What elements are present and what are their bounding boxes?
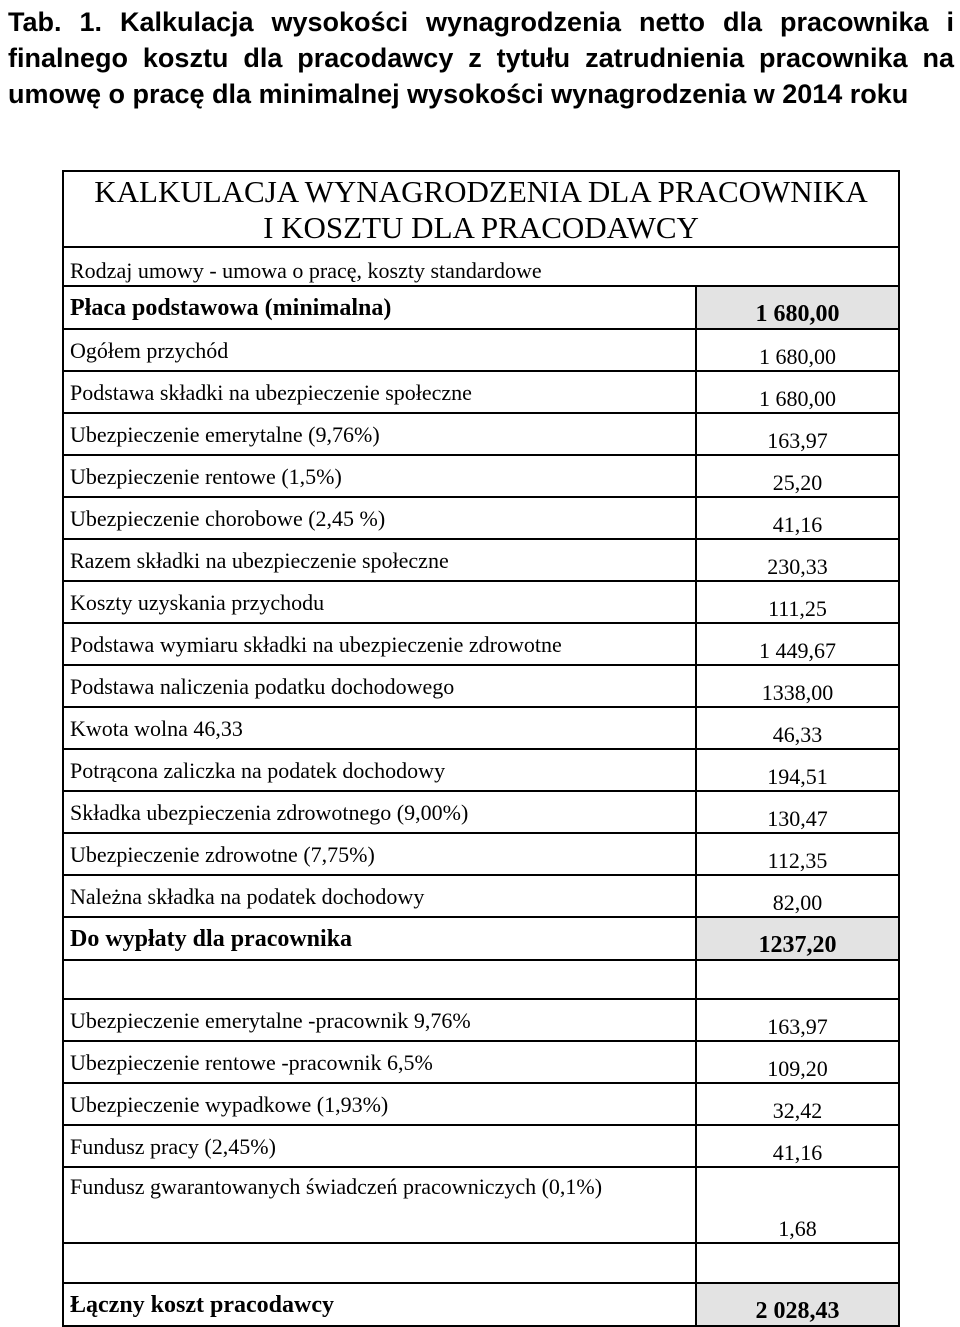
row-value: 82,00 (696, 875, 899, 917)
row-label: Podstawa składki na ubezpieczenie społeczne (63, 371, 696, 413)
row-value: 1,68 (696, 1167, 899, 1243)
total-cost-row (63, 1283, 899, 1326)
row-label: Kwota wolna 46,33 (63, 707, 696, 749)
row-value: 194,51 (696, 749, 899, 791)
table-row (63, 329, 899, 371)
row-label: Należna składka na podatek dochodowy (63, 875, 696, 917)
table-header (63, 171, 899, 247)
row-label: Łączny koszt pracodawcy (63, 1283, 696, 1326)
row-value: 130,47 (696, 791, 899, 833)
row-value: 230,33 (696, 539, 899, 581)
table-row (63, 1125, 899, 1167)
table-row (63, 497, 899, 539)
row-value: 32,42 (696, 1083, 899, 1125)
row-value: 1 680,00 (696, 371, 899, 413)
row-value: 41,16 (696, 497, 899, 539)
row-label: Ubezpieczenie wypadkowe (1,93%) (63, 1083, 696, 1125)
row-label: Koszty uzyskania przychodu (63, 581, 696, 623)
table-row (63, 749, 899, 791)
table-row (63, 791, 899, 833)
row-label: Razem składki na ubezpieczenie społeczne (63, 539, 696, 581)
table-header-line-1: KALKULACJA WYNAGRODZENIA DLA PRACOWNIKA (94, 174, 868, 209)
row-label: Ogółem przychód (63, 329, 696, 371)
row-label: Płaca podstawowa (minimalna) (63, 286, 696, 329)
table-row (63, 1083, 899, 1125)
row-label: Ubezpieczenie rentowe -pracownik 6,5% (63, 1041, 696, 1083)
table-header-line-2: I KOSZTU DLA PRACODAWCY (263, 210, 699, 245)
empty-row (63, 960, 899, 999)
row-label: Potrącona zaliczka na podatek dochodowy (63, 749, 696, 791)
row-label: Do wypłaty dla pracownika (63, 917, 696, 960)
net-pay-row (63, 917, 899, 960)
empty-row (63, 1243, 899, 1283)
table-row (63, 833, 899, 875)
row-label: Ubezpieczenie emerytalne (9,76%) (63, 413, 696, 455)
row-label: Składka ubezpieczenia zdrowotnego (9,00%) (63, 791, 696, 833)
row-label: Podstawa naliczenia podatku dochodowego (63, 665, 696, 707)
row-value: 163,97 (696, 999, 899, 1041)
table-row (63, 875, 899, 917)
row-value: 41,16 (696, 1125, 899, 1167)
table-row (63, 1041, 899, 1083)
table-row (63, 581, 899, 623)
row-value: 1237,20 (696, 917, 899, 960)
row-label: Ubezpieczenie zdrowotne (7,75%) (63, 833, 696, 875)
table-caption: Tab. 1. Kalkulacja wysokości wynagrodzenia netto dla pracownika i finalnego kosztu dla pracodawcy z tytułu zatrudnienia pracownika na umowę o pracę dla minimalnej wysokości wynagrodzenia w 2014 roku (8, 7, 954, 109)
row-value: 111,25 (696, 581, 899, 623)
row-value: 25,20 (696, 455, 899, 497)
row-value: 46,33 (696, 707, 899, 749)
row-value: 2 028,43 (696, 1283, 899, 1326)
table-row (63, 371, 899, 413)
row-value: 1 680,00 (696, 286, 899, 329)
row-value: 112,35 (696, 833, 899, 875)
table-row (63, 665, 899, 707)
table-row (63, 413, 899, 455)
table-row (63, 999, 899, 1041)
row-label: Podstawa wymiaru składki na ubezpieczenie zdrowotne (63, 623, 696, 665)
row-value: 163,97 (696, 413, 899, 455)
salary-calculation-table (62, 170, 900, 1327)
table-row (63, 1167, 899, 1243)
row-label: Ubezpieczenie emerytalne -pracownik 9,76% (63, 999, 696, 1041)
row-value: 1 449,67 (696, 623, 899, 665)
row-label: Ubezpieczenie rentowe (1,5%) (63, 455, 696, 497)
row-value: 1338,00 (696, 665, 899, 707)
table-row (63, 286, 899, 329)
row-value: 109,20 (696, 1041, 899, 1083)
contract-type-row: Rodzaj umowy - umowa o pracę, koszty standardowe (63, 247, 899, 286)
row-label: Ubezpieczenie chorobowe (2,45 %) (63, 497, 696, 539)
row-label: Fundusz pracy (2,45%) (63, 1125, 696, 1167)
table-row (63, 623, 899, 665)
table-row (63, 707, 899, 749)
table-row (63, 539, 899, 581)
table-row (63, 455, 899, 497)
row-value: 1 680,00 (696, 329, 899, 371)
row-label: Fundusz gwarantowanych świadczeń pracowniczych (0,1%) (63, 1167, 696, 1243)
